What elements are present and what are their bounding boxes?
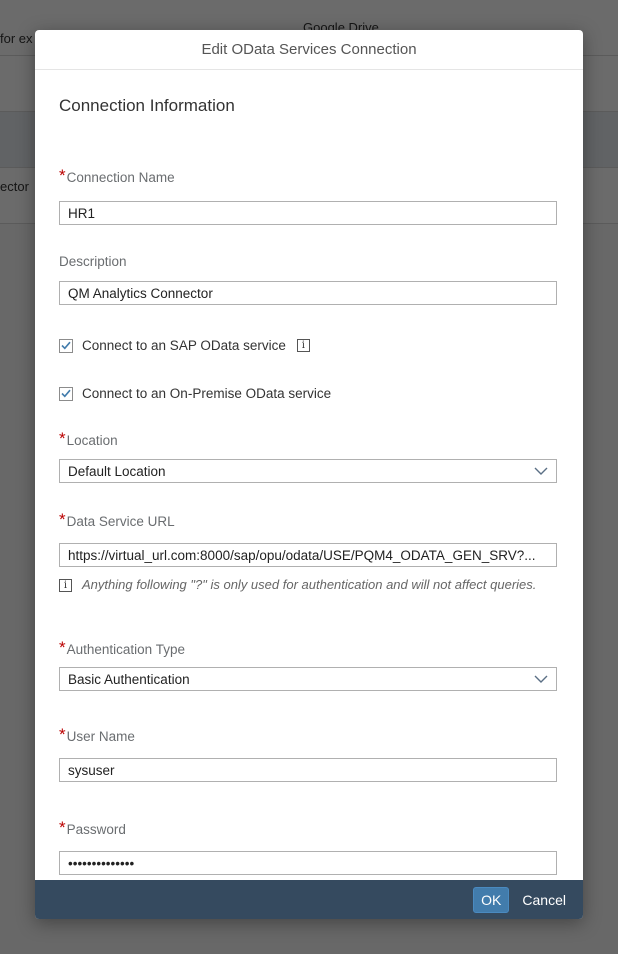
user-name-label xyxy=(59,725,135,744)
authentication-type-value: Basic Authentication xyxy=(68,671,190,687)
dialog-header xyxy=(35,30,583,70)
location-label-text: Location xyxy=(66,433,118,448)
authentication-type-select[interactable] xyxy=(59,667,557,691)
sap-odata-checkbox-label: Connect to an SAP OData service xyxy=(82,338,286,353)
dialog-title: Edit OData Services Connection xyxy=(201,41,417,58)
required-marker: * xyxy=(59,510,66,529)
sap-odata-checkbox-row[interactable] xyxy=(59,338,310,353)
authentication-type-label-text: Authentication Type xyxy=(66,642,185,657)
password-label xyxy=(59,818,126,837)
location-select[interactable] xyxy=(59,459,557,483)
info-icon[interactable]: i xyxy=(297,339,310,352)
password-label-text: Password xyxy=(66,822,126,837)
authentication-type-label xyxy=(59,638,185,657)
password-input[interactable] xyxy=(59,851,557,875)
required-marker: * xyxy=(59,429,66,448)
info-icon: i xyxy=(59,579,72,592)
checkmark-icon xyxy=(61,341,71,350)
user-name-label-text: User Name xyxy=(66,729,135,744)
data-service-url-hint-text: Anything following "?" is only used for authentication and will not affect queries. xyxy=(82,577,537,592)
location-label xyxy=(59,429,118,448)
on-premise-checkbox[interactable] xyxy=(59,387,73,401)
required-marker: * xyxy=(59,166,66,185)
user-name-value: sysuser xyxy=(68,763,115,778)
connection-name-label xyxy=(59,166,175,185)
required-marker: * xyxy=(59,725,66,744)
user-name-input[interactable] xyxy=(59,758,557,782)
on-premise-checkbox-row[interactable] xyxy=(59,386,331,401)
dialog-footer xyxy=(35,880,583,919)
required-marker: * xyxy=(59,638,66,657)
data-service-url-label-text: Data Service URL xyxy=(66,514,175,529)
data-service-url-hint xyxy=(59,577,539,593)
data-service-url-input[interactable] xyxy=(59,543,557,567)
chevron-down-icon[interactable] xyxy=(534,674,548,684)
description-label xyxy=(59,254,127,269)
ok-button[interactable]: OK xyxy=(473,887,509,913)
description-label-text: Description xyxy=(59,254,127,269)
cancel-button[interactable]: Cancel xyxy=(517,887,571,913)
data-service-url-label xyxy=(59,510,175,529)
edit-connection-dialog xyxy=(35,30,583,919)
sap-odata-checkbox[interactable] xyxy=(59,339,73,353)
connection-name-label-text: Connection Name xyxy=(66,170,175,185)
location-value: Default Location xyxy=(68,463,166,479)
required-marker: * xyxy=(59,818,66,837)
connection-name-value: HR1 xyxy=(68,206,96,221)
description-input[interactable] xyxy=(59,281,557,305)
connection-name-input[interactable] xyxy=(59,201,557,225)
chevron-down-icon[interactable] xyxy=(534,466,548,476)
on-premise-checkbox-label: Connect to an On-Premise OData service xyxy=(82,386,332,401)
checkmark-icon xyxy=(61,389,71,398)
section-title: Connection Information xyxy=(59,96,235,115)
data-service-url-value: https://virtual_url.com:8000/sap/opu/odata/USE/PQM4_ODATA_GEN_SRV?... xyxy=(68,548,536,563)
password-value: •••••••••••••• xyxy=(68,856,135,871)
description-value: QM Analytics Connector xyxy=(68,286,213,301)
